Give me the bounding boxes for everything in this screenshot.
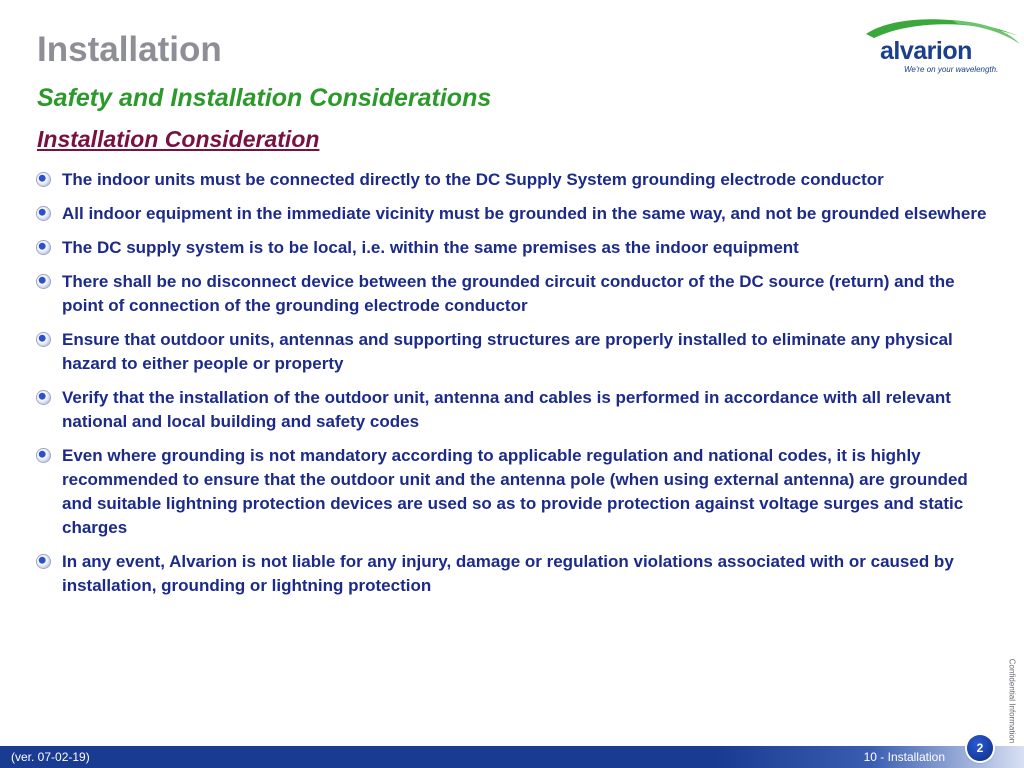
confidential-note (1006, 657, 1018, 745)
footer-bar (0, 746, 1024, 768)
bullet-text: Verify that the installation of the outdoor unit, antenna and cables is performed in accordance with all relevant national and local building and safety codes (62, 388, 951, 431)
confidential-text: Confidential Information (1007, 658, 1017, 744)
bullet-item (37, 202, 997, 226)
bullet-item (37, 328, 997, 376)
section-heading: Installation Consideration (37, 126, 320, 152)
radio-bullet-icon (37, 555, 50, 568)
footer-version: (ver. 07-02-19) (11, 750, 90, 764)
bullet-item (37, 168, 997, 192)
bullet-item (37, 386, 997, 434)
slide-title: Installation (37, 30, 222, 69)
radio-bullet-icon (37, 275, 50, 288)
radio-bullet-icon (37, 333, 50, 346)
bullet-text: Even where grounding is not mandatory according to applicable regulation and national codes, it is highly recommended to ensure that the outdoor unit and the antenna pole (when using external antenna) are grounded and suitable lightning protection devices are used so as to provide protection against voltage surges and static charges (62, 446, 968, 537)
radio-bullet-icon (37, 449, 50, 462)
page-number-badge: 2 (967, 735, 993, 761)
bullet-text: The indoor units must be connected directly to the DC Supply System grounding electrode conductor (62, 170, 884, 189)
bullet-text: Ensure that outdoor units, antennas and supporting structures are properly installed to eliminate any physical hazard to either people or property (62, 330, 953, 373)
bullet-text: The DC supply system is to be local, i.e. within the same premises as the indoor equipment (62, 238, 799, 257)
bullet-text: In any event, Alvarion is not liable for any injury, damage or regulation violations associated with or caused by installation, grounding or lightning protection (62, 552, 954, 595)
radio-bullet-icon (37, 173, 50, 186)
radio-bullet-icon (37, 391, 50, 404)
bullet-item (37, 270, 997, 318)
bullet-text: There shall be no disconnect device between the grounded circuit conductor of the DC source (return) and the point of connection of the grounding electrode conductor (62, 272, 955, 315)
bullet-item (37, 550, 997, 598)
bullet-text: All indoor equipment in the immediate vicinity must be grounded in the same way, and not be grounded elsewhere (62, 204, 987, 223)
footer-section-label: 10 - Installation (863, 750, 945, 764)
radio-bullet-icon (37, 241, 50, 254)
radio-bullet-icon (37, 207, 50, 220)
bullet-item (37, 236, 997, 260)
bullet-item (37, 444, 997, 540)
logo-wordmark: alvarion (880, 37, 972, 65)
bullet-list (37, 168, 997, 608)
alvarion-logo (862, 14, 1022, 80)
slide-subtitle: Safety and Installation Considerations (37, 84, 492, 112)
logo-tagline: We're on your wavelength. (904, 65, 999, 74)
